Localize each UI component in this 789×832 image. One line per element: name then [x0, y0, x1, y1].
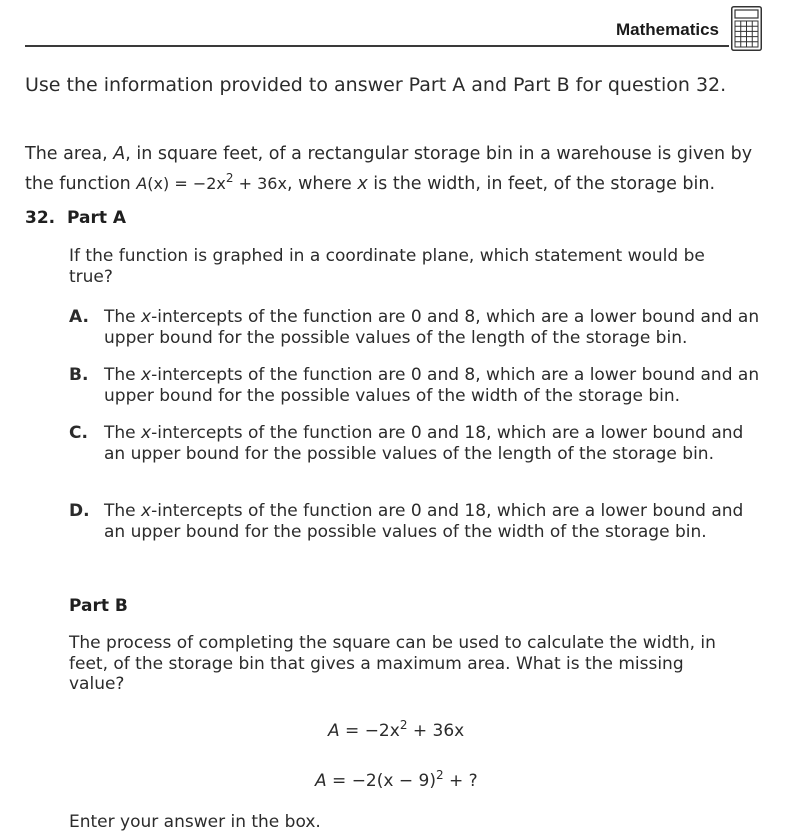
stimulus-text-5: is the width, in feet, of the storage bin. — [367, 174, 716, 194]
function-equals: = −2x — [169, 174, 226, 193]
answer-option-a[interactable] — [69, 307, 769, 348]
answer-option-d[interactable] — [69, 501, 769, 542]
part-a-stem: If the function is graphed in a coordinate plane, which statement would be true? — [69, 246, 705, 287]
option-text-pre: The — [104, 501, 142, 521]
function-rest: + 36x — [233, 174, 287, 193]
function-exponent: 2 — [225, 171, 234, 185]
equation-rest: + ? — [443, 771, 478, 791]
option-text-post: -intercepts of the function are 0 and 8, which are a lower bound and an upper bound for the possible values of the length of the storage bin. — [104, 307, 760, 348]
stimulus-text-4: , where — [286, 174, 358, 194]
option-letter: C. — [69, 423, 88, 443]
part-a-label: Part A — [66, 208, 127, 228]
option-text — [104, 365, 769, 406]
option-text — [104, 423, 769, 464]
option-letter: B. — [69, 365, 89, 385]
variable-a: A — [113, 144, 126, 164]
equation-lhs: A — [315, 771, 327, 791]
stimulus-text — [25, 140, 770, 200]
stimulus-text-2: , in square feet, of a rectangular storage bin in a warehouse is given by — [125, 144, 753, 164]
variable-x: x — [357, 174, 368, 194]
option-text-post: -intercepts of the function are 0 and 18, which are a lower bound and an upper bound for the possible values of the length of the storage bin. — [104, 423, 744, 464]
stimulus-text-1: The area, — [25, 144, 114, 164]
header-divider — [25, 45, 729, 47]
answer-instruction: Enter your answer in the box. — [69, 812, 321, 832]
option-text — [104, 501, 769, 542]
equation-lhs: A — [328, 721, 340, 741]
stimulus-line-2 — [25, 169, 770, 200]
function-expression — [136, 171, 287, 193]
intro-instruction: Use the information provided to answer Part A and Part B for question 32. — [25, 74, 727, 96]
equation-rest: + 36x — [407, 721, 465, 741]
option-letter: A. — [69, 307, 89, 327]
equation-exponent: 2 — [399, 718, 408, 732]
answer-option-c[interactable] — [69, 423, 769, 464]
equation-middle: = −2x — [339, 721, 400, 741]
stimulus-line-1 — [25, 140, 770, 169]
option-text — [104, 307, 769, 348]
function-argument: (x) — [147, 174, 170, 193]
option-variable: x — [141, 365, 152, 385]
option-letter: D. — [69, 501, 90, 521]
function-name: A — [136, 174, 148, 193]
option-variable: x — [141, 501, 152, 521]
equation-exponent: 2 — [435, 768, 444, 782]
stimulus-text-3: the function — [25, 174, 137, 194]
question-number-label: 32. — [25, 208, 56, 228]
equation-1 — [328, 718, 465, 741]
option-variable: x — [141, 307, 152, 327]
equation-middle: = −2(x − 9) — [326, 771, 436, 791]
option-text-post: -intercepts of the function are 0 and 8, which are a lower bound and an upper bound for the possible values of the width of the storage bin. — [104, 365, 760, 406]
answer-option-b[interactable] — [69, 365, 769, 406]
option-text-pre: The — [104, 365, 142, 385]
option-text-pre: The — [104, 423, 142, 443]
option-text-post: -intercepts of the function are 0 and 18, which are a lower bound and an upper bound for the possible values of the width of the storage bin. — [104, 501, 744, 542]
option-text-pre: The — [104, 307, 142, 327]
subject-title: Mathematics — [616, 20, 719, 39]
question-number — [25, 208, 126, 228]
equation-2 — [315, 768, 478, 791]
calculator-icon — [731, 6, 762, 51]
option-variable: x — [141, 423, 152, 443]
part-b-label: Part B — [69, 596, 128, 616]
part-b-stem: The process of completing the square can be used to calculate the width, in feet, of the storage bin that gives a maximum area. What is the missing value? — [69, 633, 716, 694]
